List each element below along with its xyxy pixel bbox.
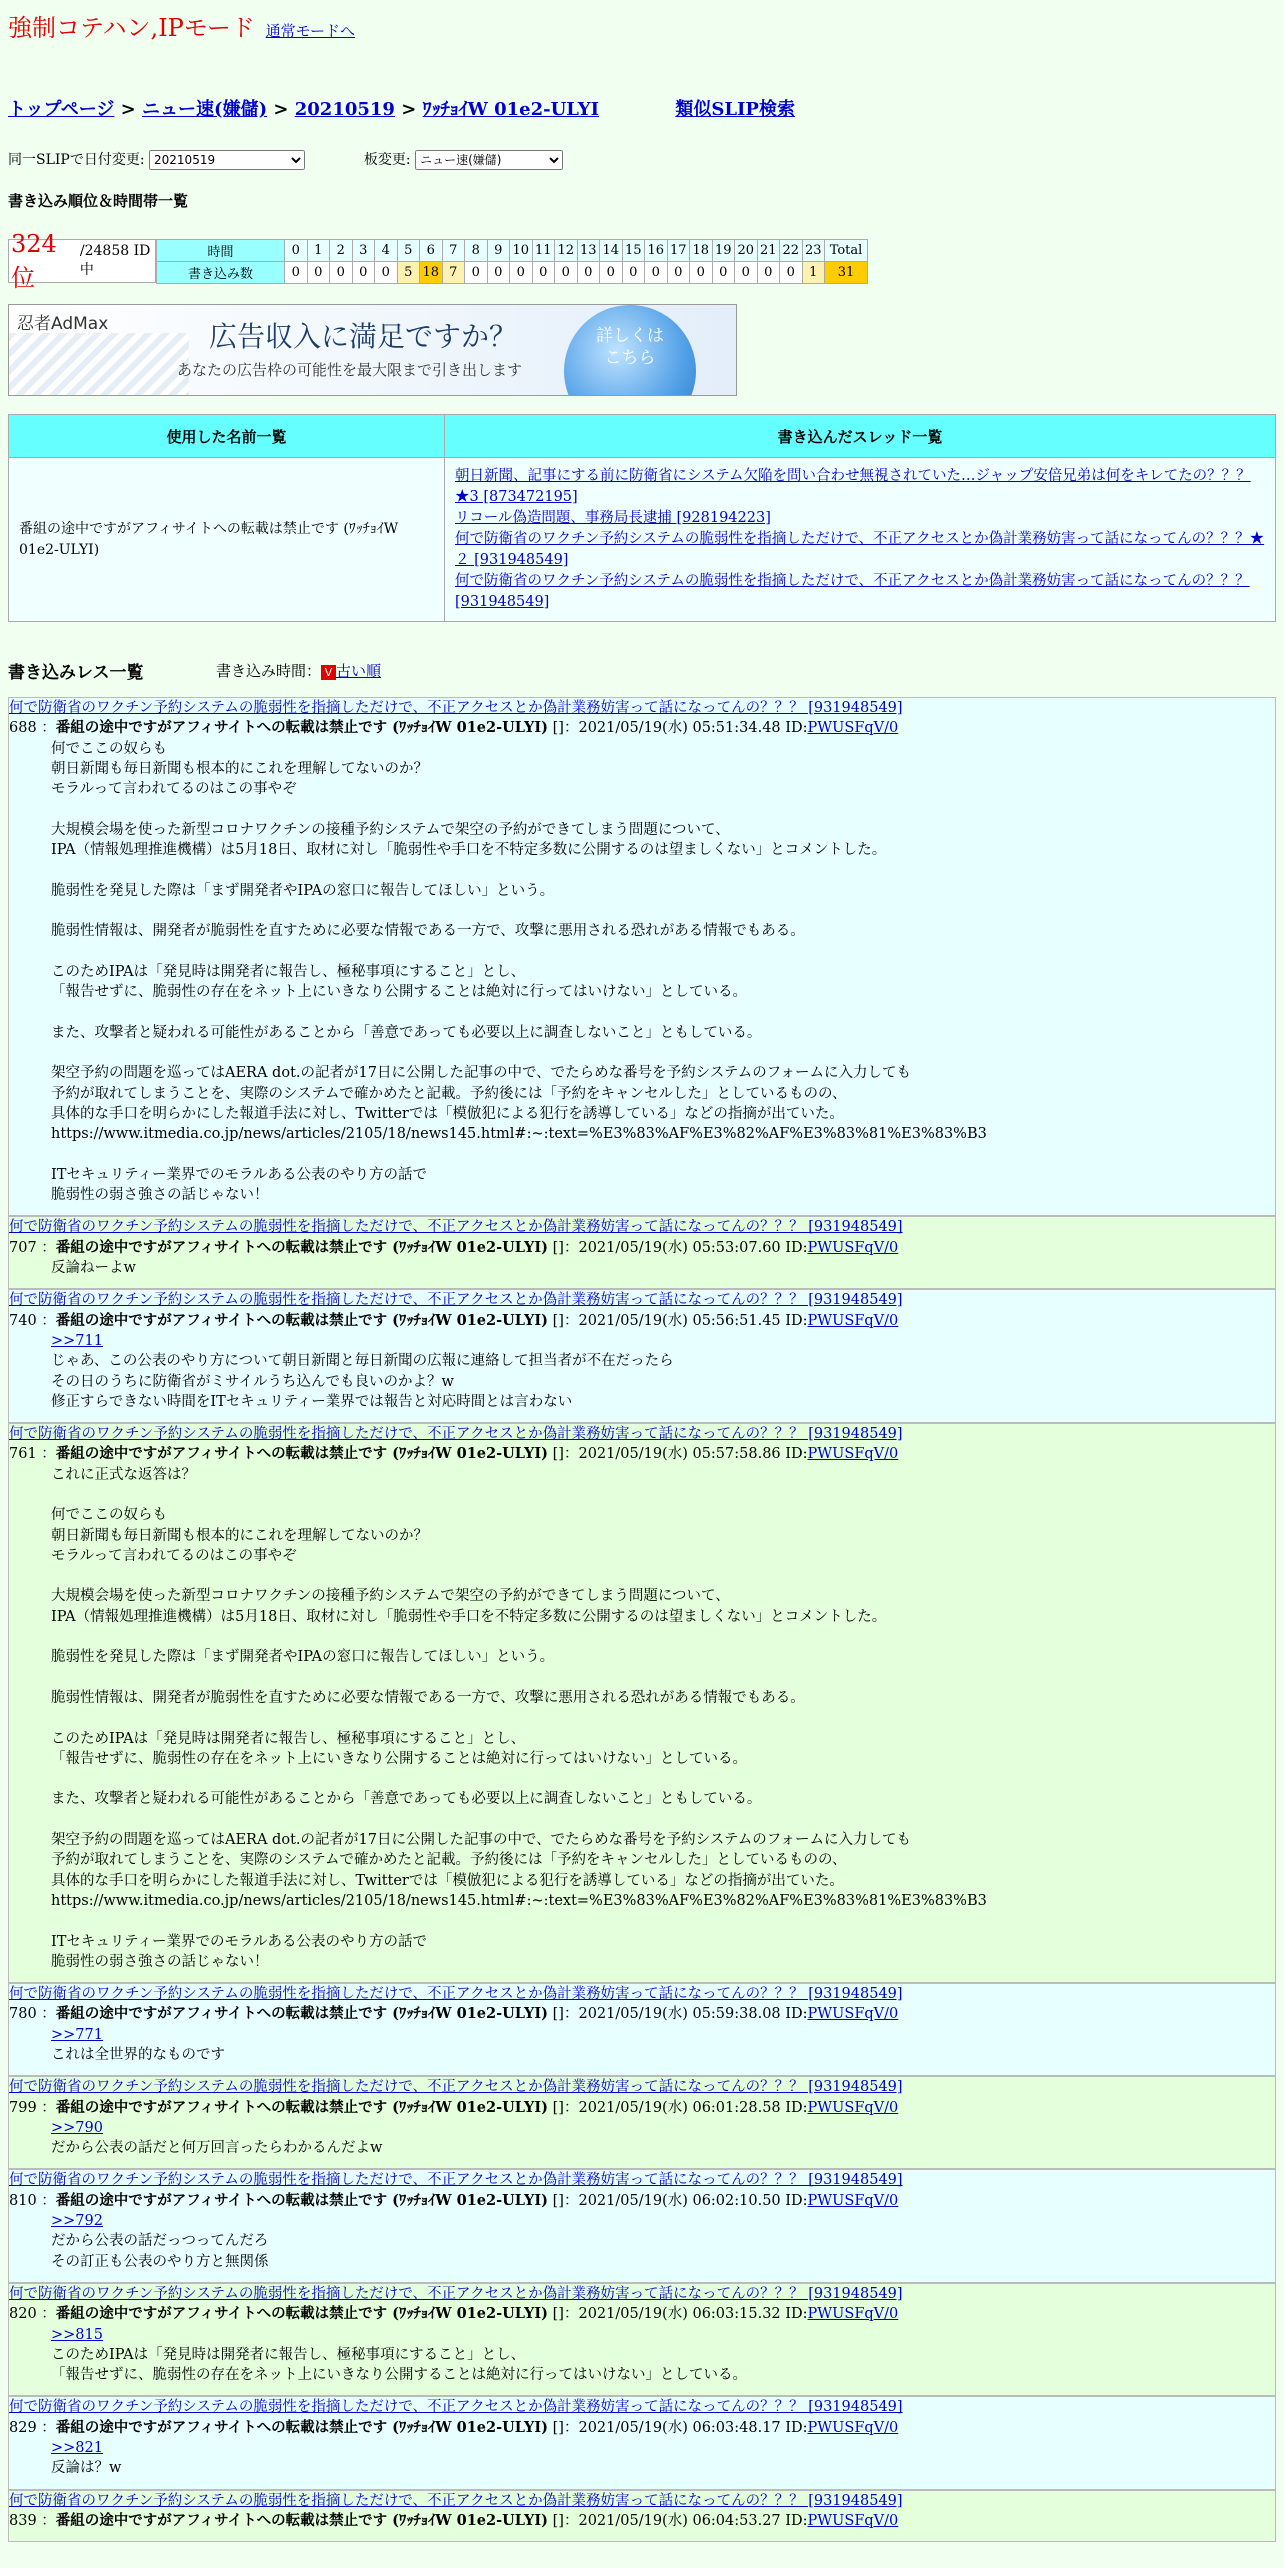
hour-header-cell: 12	[555, 240, 578, 262]
post-thread-link[interactable]: 何で防衛省のワクチン予約システムの脆弱性を指摘しただけで、不正アクセスとか偽計業務妨害って話になってんの？？？ [931948549]	[9, 2079, 903, 2096]
post-meta: 810 ：番組の途中ですがアフィサイトへの転載は禁止です (ﾜｯﾁｮｲW 01e2-ULYI) []：2021/05/19(水) 06:02:10.50 ID:PWUSFqV/0	[9, 2191, 899, 2209]
hour-count-cell: 0	[352, 262, 375, 284]
ad-details-button[interactable]	[564, 305, 696, 396]
mode-line	[8, 8, 1276, 43]
post-body: 反論は？w	[51, 2460, 122, 2477]
post-meta: 829 ：番組の途中ですがアフィサイトへの転載は禁止です (ﾜｯﾁｮｲW 01e2-ULYI) []：2021/05/19(水) 06:03:48.17 ID:PWUSFqV/0	[9, 2418, 899, 2436]
post-body: 反論ねーよw	[51, 1260, 136, 1277]
oldest-first-link[interactable]: 古い順	[336, 662, 382, 680]
post-date: 2021/05/19(水) 06:02:10.50	[578, 2192, 781, 2209]
responses-heading: 書き込みレス一覧	[8, 663, 144, 683]
hour-header-cell: 23	[802, 240, 825, 262]
board-change-label: 板変更:	[363, 152, 411, 168]
ranking-heading: 書き込み順位＆時間帯一覧	[8, 192, 189, 210]
reply-anchor-link[interactable]: >>792	[51, 2213, 103, 2230]
post-author-name: 番組の途中ですがアフィサイトへの転載は禁止です (ﾜｯﾁｮｲW 01e2-ULYI)	[55, 2005, 549, 2023]
ad-decoration	[9, 333, 189, 395]
mode-title: 強制コテハン,IPモード	[8, 14, 255, 42]
breadcrumb	[8, 95, 1276, 121]
thread-link[interactable]: リコール偽造問題、事務局長逮捕 [928194223]	[455, 510, 771, 526]
post-body: このためIPAは「発見時は開発者に報告し、極秘事項にすること」とし、 「報告せずに、脆弱性の存在をネット上にいきなり公開することは絶対に行ってはいけない」としている。	[51, 2346, 747, 2384]
post-body: 何でここの奴らも 朝日新聞も毎日新聞も根本的にこれを理解してないのか？ モラルって言われてるのはこの事やぞ 大規模会場を使った新型コロナワクチンの接種予約システムで架空の予約ができてしまう問題について、 IPA（情報処理推進機構）は5月18日、取材に対し「脆弱性や手口を不特定多数に公開するのは望ましくない」とコメントした。 脆弱性を発見した際は「まず開発者やIPAの窓口に報告してほしい」という。 脆弱性情報は、開発者が脆弱性を直すために必要な情報である一方で、攻撃に悪用される恐れがある情報でもある。 このためIPAは「発見時は開発者に報告し、極秘事項にすること」とし、 「報告せずに、脆弱性の存在をネット上にいきなり公開することは絶対に行ってはいけない」としている。 また、攻撃者と疑われる可能性があることから「善意であっても必要以上に調査しないこと」ともしている。 架空予約の問題を巡ってはAERA dot.の記者が17日に公開した記事の中で、でたらめな番号を予約システムのフォームに入力しても 予約が取れてしまうことを、実際のシステムで確かめたと記載。予約後には「予約をキャンセルした」としているものの、 具体的な手口を明らかにした報道手法に対し、Twitterでは「模倣犯による犯行を誘導している」などの指摘が出ていた。 https://www.itmedia.co.jp/news/articles/2105/18/news145.html#:~:text=%E3%83%AF%E3%82%AF%E3%83%81%E3%83%B3 ITセキュリティー業界でのモラルある公表のやり方の話で 脆弱性の弱さ強さの話じゃない！	[51, 740, 987, 1204]
ad-button-line2: こちら	[604, 348, 656, 368]
used-name: 番組の途中ですがアフィサイトへの転載は禁止です (ﾜｯﾁｮｲW 01e2-ULYI)	[9, 458, 445, 622]
rank-total: /24858 ID中	[79, 243, 151, 278]
hour-count-cell: 0	[690, 262, 713, 284]
hour-count-cell: 0	[532, 262, 555, 284]
hour-header-cell: 19	[712, 240, 735, 262]
hour-count-cell: 0	[465, 262, 488, 284]
post-number: 799	[9, 2099, 37, 2116]
hour-header-cell: 11	[532, 240, 555, 262]
ad-subtext: あなたの広告枠の可能性を最大限まで引き出します	[177, 361, 523, 379]
reply-anchor-link[interactable]: >>771	[51, 2026, 103, 2043]
total-count-cell: 31	[825, 262, 868, 284]
post-date: 2021/05/19(水) 06:03:15.32	[578, 2306, 781, 2323]
post-thread-link[interactable]: 何で防衛省のワクチン予約システムの脆弱性を指摘しただけで、不正アクセスとか偽計業務妨害って話になってんの？？？ [931948549]	[9, 2492, 903, 2509]
post-id-link[interactable]: PWUSFqV/0	[807, 2512, 899, 2529]
post-id-link[interactable]: PWUSFqV/0	[807, 720, 899, 737]
hour-header-cell: 2	[330, 240, 353, 262]
hour-count-cell: 0	[555, 262, 578, 284]
breadcrumb-date-link[interactable]: 20210519	[294, 99, 395, 120]
hour-header-cell: 3	[352, 240, 375, 262]
hour-count-cell: 0	[712, 262, 735, 284]
post-meta: 780 ：番組の途中ですがアフィサイトへの転載は禁止です (ﾜｯﾁｮｲW 01e2-ULYI) []：2021/05/19(水) 05:59:38.08 ID:PWUSFqV/0	[9, 2005, 899, 2023]
hour-count-cell: 5	[397, 262, 420, 284]
reply-anchor-link[interactable]: >>815	[51, 2326, 103, 2343]
ad-brand-logo: 忍者AdMax	[17, 314, 109, 334]
post-author-name: 番組の途中ですがアフィサイトへの転載は禁止です (ﾜｯﾁｮｲW 01e2-ULYI)	[55, 1311, 549, 1329]
hour-header-cell: 21	[757, 240, 780, 262]
hour-count-cell: 0	[330, 262, 353, 284]
post-id-link[interactable]: PWUSFqV/0	[807, 2006, 899, 2023]
post-thread-link[interactable]: 何で防衛省のワクチン予約システムの脆弱性を指摘しただけで、不正アクセスとか偽計業務妨害って話になってんの？？？ [931948549]	[9, 700, 903, 716]
post-author-name: 番組の途中ですがアフィサイトへの転載は禁止です (ﾜｯﾁｮｲW 01e2-ULYI)	[55, 2418, 549, 2436]
post	[8, 2396, 1276, 2489]
post	[8, 1216, 1276, 1289]
similar-slip-search-link[interactable]: 類似SLIP検索	[675, 99, 795, 120]
post-number: 829	[9, 2419, 37, 2436]
post-list	[8, 697, 1276, 2542]
ranking-row	[8, 229, 1276, 292]
hour-count-cell: 0	[735, 262, 758, 284]
breadcrumb-top-link[interactable]: トップページ	[8, 99, 115, 120]
post-author-name: 番組の途中ですがアフィサイトへの転載は禁止です (ﾜｯﾁｮｲW 01e2-ULYI)	[55, 1238, 549, 1256]
post-number: 810	[9, 2192, 37, 2209]
post-date: 2021/05/19(水) 05:57:58.86	[578, 1446, 781, 1463]
post	[8, 697, 1276, 1216]
post-meta: 688 ：番組の途中ですがアフィサイトへの転載は禁止です (ﾜｯﾁｮｲW 01e2-ULYI) []：2021/05/19(水) 05:51:34.48 ID:PWUSFqV/0	[9, 719, 899, 737]
post-date: 2021/05/19(水) 05:56:51.45	[578, 1312, 781, 1329]
hour-count-cell: 7	[442, 262, 465, 284]
breadcrumb-board-link[interactable]: ニュー速(嫌儲)	[142, 99, 268, 120]
hour-header-cell: 15	[622, 240, 645, 262]
hour-header-cell: 8	[465, 240, 488, 262]
post-id-link[interactable]: PWUSFqV/0	[807, 2099, 899, 2116]
post-meta: 799 ：番組の途中ですがアフィサイトへの転載は禁止です (ﾜｯﾁｮｲW 01e2-ULYI) []：2021/05/19(水) 06:01:28.58 ID:PWUSFqV/0	[9, 2098, 899, 2116]
post-id-link[interactable]: PWUSFqV/0	[807, 2306, 899, 2323]
thread-link[interactable]: 何で防衛省のワクチン予約システムの脆弱性を指摘しただけで、不正アクセスとか偽計業務妨害って話になってんの？？？ [931948549]	[455, 573, 1250, 610]
post-body: これに正式な返答は？ 何でここの奴らも 朝日新聞も毎日新聞も根本的にこれを理解してないのか？ モラルって言われてるのはこの事やぞ 大規模会場を使った新型コロナワクチンの接種予約システムで架空の予約ができてしまう問題について、 IPA（情報処理推進機構）は5月18日、取材に対し「脆弱性や手口を不特定多数に公開するのは望ましくない」とコメントした。 脆弱性を発見した際は「まず開発者やIPAの窓口に報告してほしい」という。 脆弱性情報は、開発者が脆弱性を直すために必要な情報である一方で、攻撃に悪用される恐れがある情報でもある。 このためIPAは「発見時は開発者に報告し、極秘事項にすること」とし、 「報告せずに、脆弱性の存在をネット上にいきなり公開することは絶対に行ってはいけない」としている。 また、攻撃者と疑われる可能性があることから「善意であっても必要以上に調査しないこと」ともしている。 架空予約の問題を巡ってはAERA dot.の記者が17日に公開した記事の中で、でたらめな番号を予約システムのフォームに入力しても 予約が取れてしまうことを、実際のシステムで確かめたと記載。予約後には「予約をキャンセルした」としているものの、 具体的な手口を明らかにした報道手法に対し、Twitterでは「模倣犯による犯行を誘導している」などの指摘が出ていた。 https://www.itmedia.co.jp/news/articles/2105/18/news145.html#:~:text=%E3%83%AF%E3%82%AF%E3%83%81%E3%83%B3 ITセキュリティー業界でのモラルある公表のやり方の話で 脆弱性の弱さ強さの話じゃない！	[51, 1466, 987, 1970]
post	[8, 1289, 1276, 1423]
hour-count-cell: 18	[420, 262, 443, 284]
post-number: 707	[9, 1239, 37, 1256]
responses-header	[8, 658, 1276, 683]
post-number: 820	[9, 2306, 37, 2323]
post-meta: 820 ：番組の途中ですがアフィサイトへの転載は禁止です (ﾜｯﾁｮｲW 01e2-ULYI) []：2021/05/19(水) 06:03:15.32 ID:PWUSFqV/0	[9, 2305, 899, 2323]
post-date: 2021/05/19(水) 05:59:38.08	[578, 2006, 781, 2023]
post-number: 740	[9, 1312, 37, 1329]
post-author-name: 番組の途中ですがアフィサイトへの転載は禁止です (ﾜｯﾁｮｲW 01e2-ULYI)	[55, 2511, 549, 2529]
thread-link[interactable]: 何で防衛省のワクチン予約システムの脆弱性を指摘しただけで、不正アクセスとか偽計業務妨害って話になってんの？？？★２ [931948549]	[455, 531, 1265, 568]
names-column-header: 使用した名前一覧	[9, 415, 445, 458]
order-control	[216, 660, 381, 681]
post	[8, 2490, 1276, 2543]
hour-header-cell: 17	[667, 240, 690, 262]
post-meta: 761 ：番組の途中ですがアフィサイトへの転載は禁止です (ﾜｯﾁｮｲW 01e2-ULYI) []：2021/05/19(水) 05:57:58.86 ID:PWUSFqV/0	[9, 1445, 899, 1463]
post-thread-link[interactable]: 何で防衛省のワクチン予約システムの脆弱性を指摘しただけで、不正アクセスとか偽計業務妨害って話になってんの？？？ [931948549]	[9, 1986, 903, 2003]
post-body: だから公表の話だっつってんだろ その訂正も公表のやり方と無関係	[51, 2233, 269, 2270]
breadcrumb-separator: >	[120, 99, 136, 120]
time-label: 時間	[157, 240, 285, 262]
hour-header-cell: 20	[735, 240, 758, 262]
post-thread-link[interactable]: 何で防衛省のワクチン予約システムの脆弱性を指摘しただけで、不正アクセスとか偽計業務妨害って話になってんの？？？ [931948549]	[9, 1292, 903, 1309]
hour-count-cell: 0	[307, 262, 330, 284]
hour-count-cell: 0	[622, 262, 645, 284]
hour-header-cell: 1	[307, 240, 330, 262]
breadcrumb-slip-link[interactable]: ﾜｯﾁｮｲW 01e2-ULYI	[422, 99, 600, 120]
post-thread-link[interactable]: 何で防衛省のワクチン予約システムの脆弱性を指摘しただけで、不正アクセスとか偽計業務妨害って話になってんの？？？ [931948549]	[9, 1219, 903, 1236]
post-id-link[interactable]: PWUSFqV/0	[807, 2419, 899, 2436]
post-id-link[interactable]: PWUSFqV/0	[807, 2192, 899, 2209]
hour-header-cell: 18	[690, 240, 713, 262]
thread-list	[445, 458, 1276, 622]
hour-count-cell: 0	[667, 262, 690, 284]
post-number: 780	[9, 2006, 37, 2023]
hour-header-cell: 13	[577, 240, 600, 262]
reply-anchor-link[interactable]: >>790	[51, 2119, 103, 2136]
reply-anchor-link[interactable]: >>821	[51, 2440, 103, 2457]
hour-count-cell: 1	[802, 262, 825, 284]
post-date: 2021/05/19(水) 06:04:53.27	[578, 2512, 781, 2529]
post-id-link[interactable]: PWUSFqV/0	[807, 1446, 899, 1463]
post	[8, 2076, 1276, 2169]
reply-anchor-link[interactable]: >>711	[51, 1332, 103, 1349]
hour-header-cell: 22	[780, 240, 803, 262]
sort-toggle-icon[interactable]: V	[321, 665, 336, 680]
post-thread-link[interactable]: 何で防衛省のワクチン予約システムの脆弱性を指摘しただけで、不正アクセスとか偽計業務妨害って話になってんの？？？ [931948549]	[9, 2172, 903, 2189]
post-meta: 839 ：番組の途中ですがアフィサイトへの転載は禁止です (ﾜｯﾁｮｲW 01e2-ULYI) []：2021/05/19(水) 06:04:53.27 ID:PWUSFqV/0	[9, 2511, 899, 2529]
ad-button-line1: 詳しくは	[596, 326, 664, 346]
post	[8, 1423, 1276, 1983]
hour-count-cell: 0	[375, 262, 398, 284]
hour-header-cell: 6	[420, 240, 443, 262]
post-id-link[interactable]: PWUSFqV/0	[807, 1312, 899, 1329]
board-select[interactable]	[415, 150, 563, 170]
post-thread-link[interactable]: 何で防衛省のワクチン予約システムの脆弱性を指摘しただけで、不正アクセスとか偽計業務妨害って話になってんの？？？ [931948549]	[9, 1426, 903, 1443]
hour-count-cell: 0	[645, 262, 668, 284]
breadcrumb-separator: >	[401, 99, 417, 120]
post	[8, 2169, 1276, 2282]
hour-count-cell: 0	[600, 262, 623, 284]
threads-column-header: 書き込んだスレッド一覧	[445, 415, 1276, 458]
hour-header-cell: 4	[375, 240, 398, 262]
hour-count-cell: 0	[487, 262, 510, 284]
post-date: 2021/05/19(水) 05:51:34.48	[578, 720, 781, 737]
rank-box	[8, 229, 156, 292]
post-author-name: 番組の途中ですがアフィサイトへの転載は禁止です (ﾜｯﾁｮｲW 01e2-ULYI)	[55, 2191, 549, 2209]
post-number: 688	[9, 720, 37, 737]
count-label: 書き込み数	[157, 262, 285, 284]
hour-header-cell: 14	[600, 240, 623, 262]
hour-count-cell: 0	[285, 262, 308, 284]
selector-row	[8, 149, 1276, 170]
hour-count-cell: 0	[577, 262, 600, 284]
hour-header-cell: Total	[825, 240, 868, 262]
hour-header-cell: 7	[442, 240, 465, 262]
thread-link[interactable]: 朝日新聞、記事にする前に防衛省にシステム欠陥を問い合わせ無視されていた…ジャップ安倍兄弟は何をキレてたの？？？★3 [873472195]	[455, 468, 1251, 505]
hour-header-cell: 10	[510, 240, 533, 262]
post-body: だから公表の話だと何万回言ったらわかるんだよw	[51, 2140, 383, 2157]
post-author-name: 番組の途中ですがアフィサイトへの転載は禁止です (ﾜｯﾁｮｲW 01e2-ULYI)	[55, 2305, 549, 2323]
ad-headline: 広告収入に満足ですか？	[209, 320, 518, 353]
post-body: これは全世界的なものです	[51, 2047, 225, 2063]
post-author-name: 番組の途中ですがアフィサイトへの転載は禁止です (ﾜｯﾁｮｲW 01e2-ULYI)	[55, 719, 549, 737]
post-thread-link[interactable]: 何で防衛省のワクチン予約システムの脆弱性を指摘しただけで、不正アクセスとか偽計業務妨害って話になってんの？？？ [931948549]	[9, 2399, 903, 2416]
post-thread-link[interactable]: 何で防衛省のワクチン予約システムの脆弱性を指摘しただけで、不正アクセスとか偽計業務妨害って話になってんの？？？ [931948549]	[9, 2285, 903, 2302]
post-body: じゃあ、この公表のやり方について朝日新聞と毎日新聞の広報に連絡して担当者が不在だったら その日のうちに防衛省がミサイルうち込んでも良いのかよ？w 修正すらできない時間をITセキュリティー業界では報告と対応時間とは言わない	[51, 1353, 674, 1410]
rank-value: 324 位	[11, 229, 57, 292]
post-number: 761	[9, 1446, 37, 1463]
hour-header-cell: 16	[645, 240, 668, 262]
ad-banner[interactable]	[8, 304, 737, 396]
hour-count-cell: 0	[780, 262, 803, 284]
hour-count-cell: 0	[757, 262, 780, 284]
names-threads-table	[8, 414, 1276, 622]
post-date: 2021/05/19(水) 05:53:07.60	[578, 1239, 781, 1256]
order-label: 書き込み時間：	[216, 662, 322, 680]
post-date: 2021/05/19(水) 06:01:28.58	[578, 2099, 781, 2116]
hour-count-cell: 0	[510, 262, 533, 284]
post-author-name: 番組の途中ですがアフィサイトへの転載は禁止です (ﾜｯﾁｮｲW 01e2-ULYI)	[55, 1445, 549, 1463]
hourly-table	[156, 239, 868, 284]
post	[8, 2283, 1276, 2396]
post-number: 839	[9, 2512, 37, 2529]
normal-mode-link[interactable]: 通常モードへ	[265, 22, 356, 40]
post-author-name: 番組の途中ですがアフィサイトへの転載は禁止です (ﾜｯﾁｮｲW 01e2-ULYI)	[55, 2098, 549, 2116]
post-date: 2021/05/19(水) 06:03:48.17	[578, 2419, 781, 2436]
post-meta: 707 ：番組の途中ですがアフィサイトへの転載は禁止です (ﾜｯﾁｮｲW 01e2-ULYI) []：2021/05/19(水) 05:53:07.60 ID:PWUSFqV/0	[9, 1238, 899, 1256]
date-select[interactable]	[149, 150, 305, 170]
post-meta: 740 ：番組の途中ですがアフィサイトへの転載は禁止です (ﾜｯﾁｮｲW 01e2-ULYI) []：2021/05/19(水) 05:56:51.45 ID:PWUSFqV/0	[9, 1311, 899, 1329]
hour-header-cell: 9	[487, 240, 510, 262]
date-change-label: 同一SLIPで日付変更:	[8, 152, 145, 168]
hour-header-cell: 5	[397, 240, 420, 262]
breadcrumb-separator: >	[273, 99, 289, 120]
hour-header-cell: 0	[285, 240, 308, 262]
post-id-link[interactable]: PWUSFqV/0	[807, 1239, 899, 1256]
post	[8, 1983, 1276, 2076]
